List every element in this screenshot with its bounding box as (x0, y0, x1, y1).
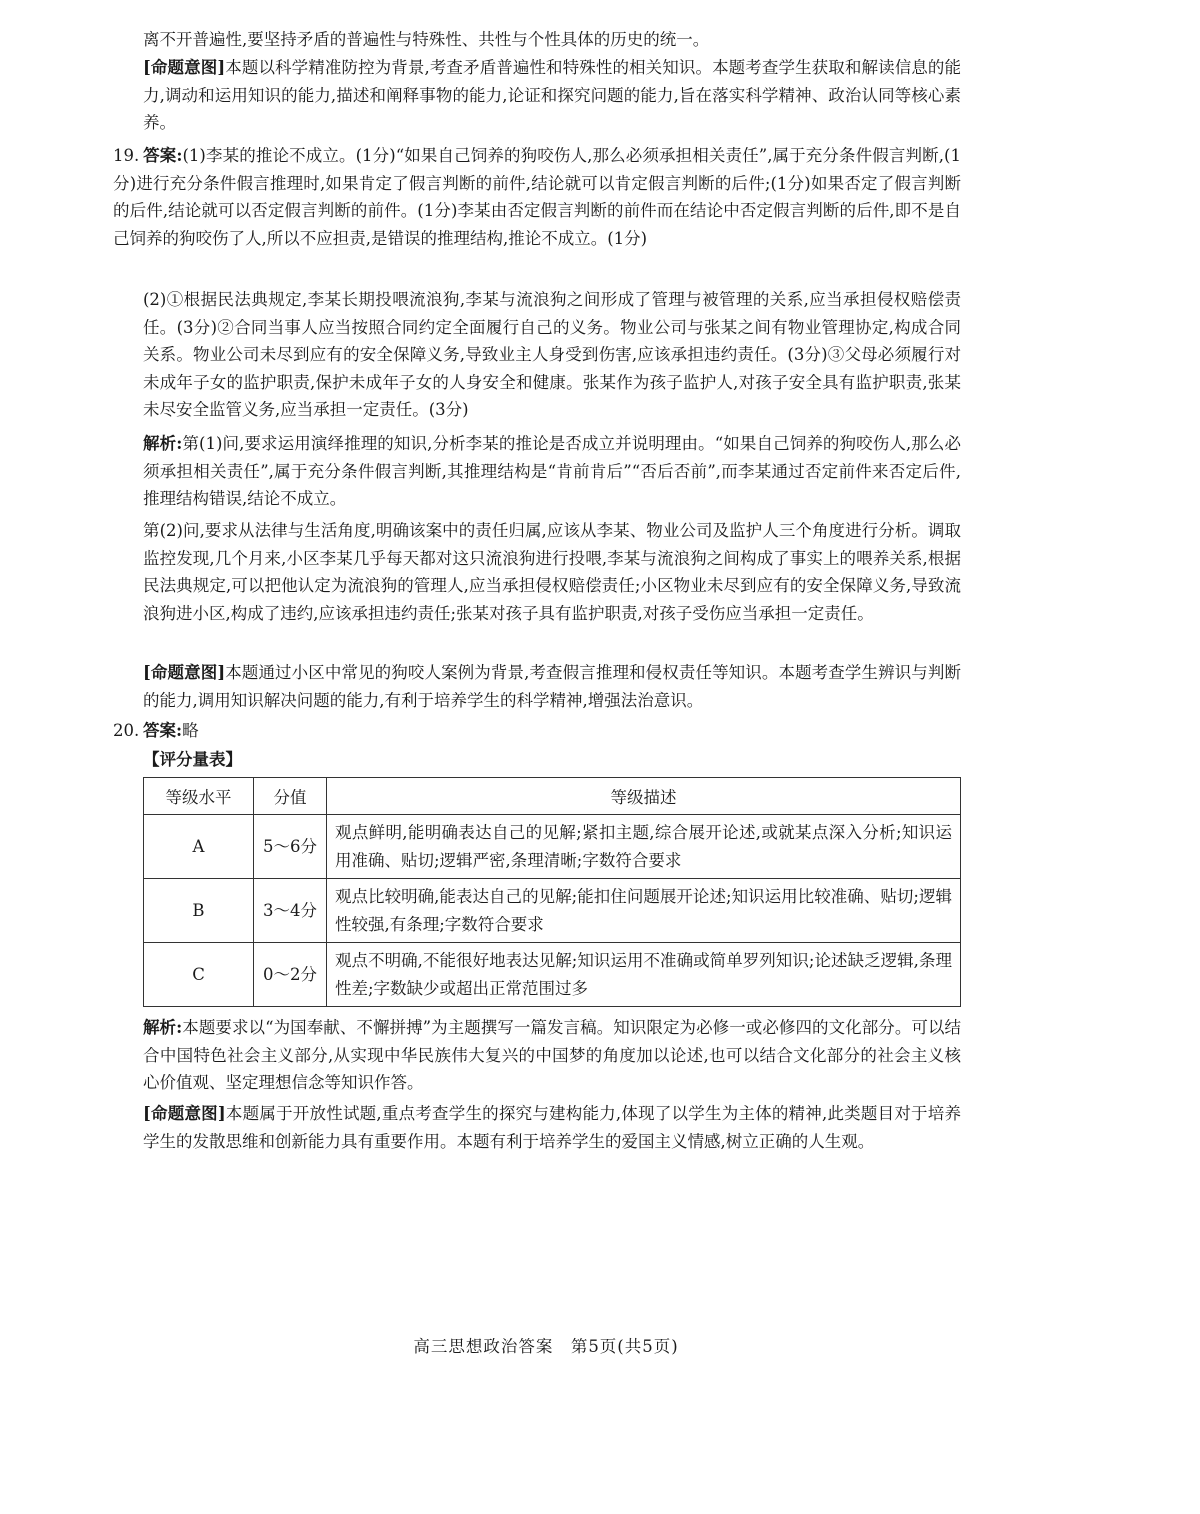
description-cell: 观点鲜明,能明确表达自己的见解;紧扣主题,综合展开论述,或就某点深入分析;知识运用准确、贴切;逻辑严密,条理清晰;字数符合要求 (327, 815, 961, 879)
description-cell: 观点比较明确,能表达自己的见解;能扣住问题展开论述;知识运用比较准确、贴切;逻辑性较强,有条理;字数符合要求 (327, 879, 961, 943)
answer-text: 略 (182, 721, 199, 740)
question-number: 19. (113, 146, 140, 165)
intent-tag: [命题意图] (143, 58, 226, 77)
intent-tag: [命题意图] (143, 663, 226, 682)
level-cell: C (144, 943, 254, 1007)
intro-line: 离不开普遍性,要坚持矛盾的普遍性与特殊性、共性与个性具体的历史的统一。 (143, 30, 710, 49)
rubric-header-row (144, 778, 961, 815)
intent-text: 本题以科学精准防控为背景,考查矛盾普遍性和特殊性的相关知识。本题考查学生获取和解读信息的能力,调动和运用知识的能力,描述和阐释事物的能力,论证和探究问题的能力,旨在落实科学精神、政治认同等核心素养。 (143, 58, 961, 132)
answer-text: (1)李某的推论不成立。(1分)“如果自己饲养的狗咬伤人,那么必须承担相关责任”,属于充分条件假言判断,(1分)进行充分条件假言推理时,如果肯定了假言判断的前件,结论就可以肯定假言判断的后件;(1分)如果否定了假言判断的后件,结论就可以否定假言判断的前件。(1分)李某由否定假言判断的前件而在结论中否定假言判断的后件,即不是自己饲养的狗咬伤了人,所以不应担责,是错误的推理结构,推论不成立。(1分) (113, 146, 961, 248)
q19-answer-p2 (143, 286, 961, 424)
header-description: 等级描述 (327, 778, 961, 815)
score-cell: 3～4分 (254, 879, 327, 943)
intent-text: 本题属于开放性试题,重点考查学生的探究与建构能力,体现了以学生为主体的精神,此类题目对于培养学生的发散思维和创新能力具有重要作用。本题有利于培养学生的爱国主义情感,树立正确的人生观。 (143, 1104, 961, 1151)
analysis-text: 本题要求以“为国奉献、不懈拼搏”为主题撰写一篇发言稿。知识限定为必修一或必修四的文化部分。可以结合中国特色社会主义部分,从实现中华民族伟大复兴的中国梦的角度加以论述,也可以结合文化部分的社会主义核心价值观、坚定理想信念等知识作答。 (143, 1018, 961, 1092)
level-cell: B (144, 879, 254, 943)
analysis-text: 第(2)问,要求从法律与生活角度,明确该案中的责任归属,应该从李某、物业公司及监护人三个角度进行分析。调取监控发现,几个月来,小区李某几乎每天都对这只流浪狗进行投喂,李某与流浪狗之间构成了事实上的喂养关系,根据民法典规定,可以把他认定为流浪狗的管理人,应当承担侵权赔偿责任;小区物业未尽到应有的安全保障义务,导致流浪狗进小区,构成了违约,应该承担违约责任;张某对孩子具有监护职责,对孩子受伤应当承担一定责任。 (143, 521, 961, 623)
analysis-tag: 解析: (143, 434, 183, 453)
score-cell: 0～2分 (254, 943, 327, 1007)
q19-answer-p1 (113, 142, 961, 252)
answer-text: (2)①根据民法典规定,李某长期投喂流浪狗,李某与流浪狗之间形成了管理与被管理的关系,应当承担侵权赔偿责任。(3分)②合同当事人应当按照合同约定全面履行自己的义务。物业公司与张某之间有物业管理协定,构成合同关系。物业公司未尽到应有的安全保障义务,导致业主人身受到伤害,应该承担违约责任。(3分)③父母必须履行对未成年子女的监护职责,保护未成年子女的人身安全和健康。张某作为孩子监护人,对孩子安全具有监护职责,张某未尽安全监管义务,应当承担一定责任。(3分) (143, 290, 961, 419)
q19-analysis-p2 (143, 517, 961, 627)
q20-analysis (143, 1014, 961, 1097)
rubric-table (143, 777, 961, 1007)
rubric-row (144, 815, 961, 879)
rubric-row (144, 879, 961, 943)
intent-text: 本题通过小区中常见的狗咬人案例为背景,考查假言推理和侵权责任等知识。本题考查学生辨识与判断的能力,调用知识解决问题的能力,有利于培养学生的科学精神,增强法治意识。 (143, 663, 961, 710)
page-footer: 高三思想政治答案 第5页(共5页) (413, 1337, 679, 1356)
intro-intent-paragraph (143, 54, 961, 137)
rubric-title: 【评分量表】 (143, 750, 242, 769)
description-cell: 观点不明确,不能很好地表达见解;知识运用不准确或简单罗列知识;论述缺乏逻辑,条理性差;字数缺少或超出正常范围过多 (327, 943, 961, 1007)
answer-tag: 答案: (143, 721, 183, 740)
question-number: 20. (113, 721, 140, 740)
header-level: 等级水平 (144, 778, 254, 815)
rubric-row (144, 943, 961, 1007)
q20-answer (113, 717, 961, 745)
answer-tag: 答案: (143, 146, 183, 165)
q20-intent-paragraph (143, 1100, 961, 1155)
analysis-text: 第(1)问,要求运用演绎推理的知识,分析李某的推论是否成立并说明理由。“如果自己饲养的狗咬伤人,那么必须承担相关责任”,属于充分条件假言判断,其推理结构是“肯前肯后”“否后否前”,而李某通过否定前件来否定后件,推理结构错误,结论不成立。 (143, 434, 962, 508)
q19-analysis-p1 (143, 430, 961, 513)
analysis-tag: 解析: (143, 1018, 183, 1037)
intent-tag: [命题意图] (143, 1104, 226, 1123)
score-cell: 5～6分 (254, 815, 327, 879)
header-score: 分值 (254, 778, 327, 815)
q19-intent-paragraph (143, 659, 961, 714)
level-cell: A (144, 815, 254, 879)
